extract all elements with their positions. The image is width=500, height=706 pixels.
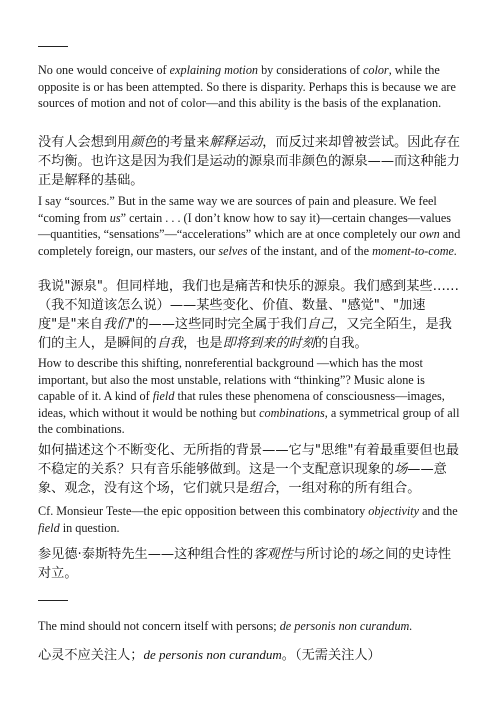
text-run: that rules these phenomena of consciousness—images, ideas, which without it would be nothing but [38, 389, 445, 420]
italic-run: 自己 [306, 317, 334, 332]
paragraph-2-english [38, 193, 462, 259]
text-run: 的考量来 [156, 135, 210, 150]
italic-run: 即将到来的时刻 [222, 336, 315, 351]
text-run: ，而反过来却曾被尝试。因此存在不均衡。也许这是因为我们是运动的源泉而非颜色的源泉——而这种能力正是解释的基础。 [38, 135, 460, 188]
section-divider-top [38, 46, 68, 47]
italic-run: explaining motion [169, 63, 259, 77]
italic-run: selves [218, 243, 248, 258]
italic-run: moment-to-come. [372, 243, 458, 258]
italic-run: field [38, 520, 60, 535]
paragraph-4-english [38, 503, 462, 536]
paragraph-4-chinese [38, 545, 462, 583]
paragraph-5-english [38, 618, 462, 635]
italic-run: 客观性 [253, 547, 293, 562]
text-run: 没有人会想到用 [38, 135, 131, 150]
italic-run: combinations [259, 405, 325, 420]
italic-run: objectivity [368, 504, 420, 518]
italic-run: color [362, 63, 389, 77]
text-run: ，也是 [183, 336, 223, 351]
italic-run: field [152, 389, 175, 403]
text-run: No one would conceive of [38, 63, 170, 77]
text-run: in question. [59, 520, 120, 535]
paragraph-3-chinese [38, 441, 462, 498]
text-run: How to describe this shifting, nonreferential background —which has the most important, but also the most unstable, relations with “thinking”? Music alone is capable of it. A kind of [38, 356, 425, 403]
italic-run: de personis non curandum [143, 647, 282, 662]
text-run: The mind should not concern itself with persons; [38, 619, 280, 633]
text-run: 之间的史诗性对立。 [38, 547, 452, 581]
text-run: and completely foreign, our masters, our [38, 227, 461, 258]
italic-run: 解释运动 [209, 135, 263, 150]
italic-run: 颜色 [130, 135, 157, 150]
text-run: and the [419, 504, 458, 518]
italic-run: us [109, 210, 121, 225]
paragraph-3-english [38, 355, 462, 438]
italic-run: de personis non curandum. [279, 619, 413, 633]
text-run: 的自我。 [314, 336, 368, 351]
text-run: ——意象、观念，没有这个场，它们就只是 [38, 462, 447, 496]
text-run: of the instant, and of the [247, 243, 373, 258]
text-run: , while the opposite is or has been attempted. So there is disparity. Perhaps this is because we are sources of motion and not of color—and this ability is the basis of the explanation. [38, 63, 456, 110]
paragraph-5-chinese [38, 645, 462, 665]
italic-run: 自我 [156, 336, 184, 351]
paragraph-1-chinese [38, 133, 462, 190]
text-run: 如何描述这个不断变化、无所指的背景——它与"思维"有着最重要但也最不稳定的关系？只有音乐能够做到。这是一个支配意识现象的 [38, 443, 459, 477]
text-run: ” certain . . . (I don’t know how to say it)—certain changes—values—quantities, “sensations”—“accelerations” which are at once completely our [38, 210, 452, 241]
text-run: 心灵不应关注人； [38, 648, 144, 663]
italic-run: 场 [358, 547, 372, 562]
text-run: Cf. Monsieur Teste—the epic opposition between this combinatory [38, 504, 369, 518]
text-run: , a symmetrical group of all the combinations. [38, 405, 460, 436]
text-run: 与所讨论的 [292, 547, 359, 562]
text-run: "的——这些同时完全属于我们 [129, 317, 307, 332]
text-run: ，一组对称的所有组合。 [275, 481, 421, 496]
text-run: 。（无需关注人） [281, 648, 381, 663]
section-divider-bottom [38, 600, 68, 601]
paragraph-2-chinese [38, 277, 462, 353]
text-run: 参见德·泰斯特先生——这种组合性的 [38, 547, 254, 562]
text-run: I say “sources.” But in the same way we are sources of pain and pleasure. We feel “coming from [38, 194, 437, 225]
italic-run: 组合 [249, 481, 276, 496]
italic-run: 场 [394, 462, 408, 477]
text-run: 我说"源泉"。但同样地，我们也是痛苦和快乐的源泉。我们感到某些……（我不知道该怎么说）——某些变化、价值、数量、"感觉"、"加速度"是"来自 [38, 279, 459, 332]
italic-run: own [419, 227, 440, 241]
paragraph-1-english [38, 62, 462, 112]
text-run: ，又完全陌生，是我们的主人，是瞬间的 [38, 317, 452, 351]
text-run: by considerations of [258, 63, 363, 77]
italic-run: 我们 [102, 317, 130, 332]
